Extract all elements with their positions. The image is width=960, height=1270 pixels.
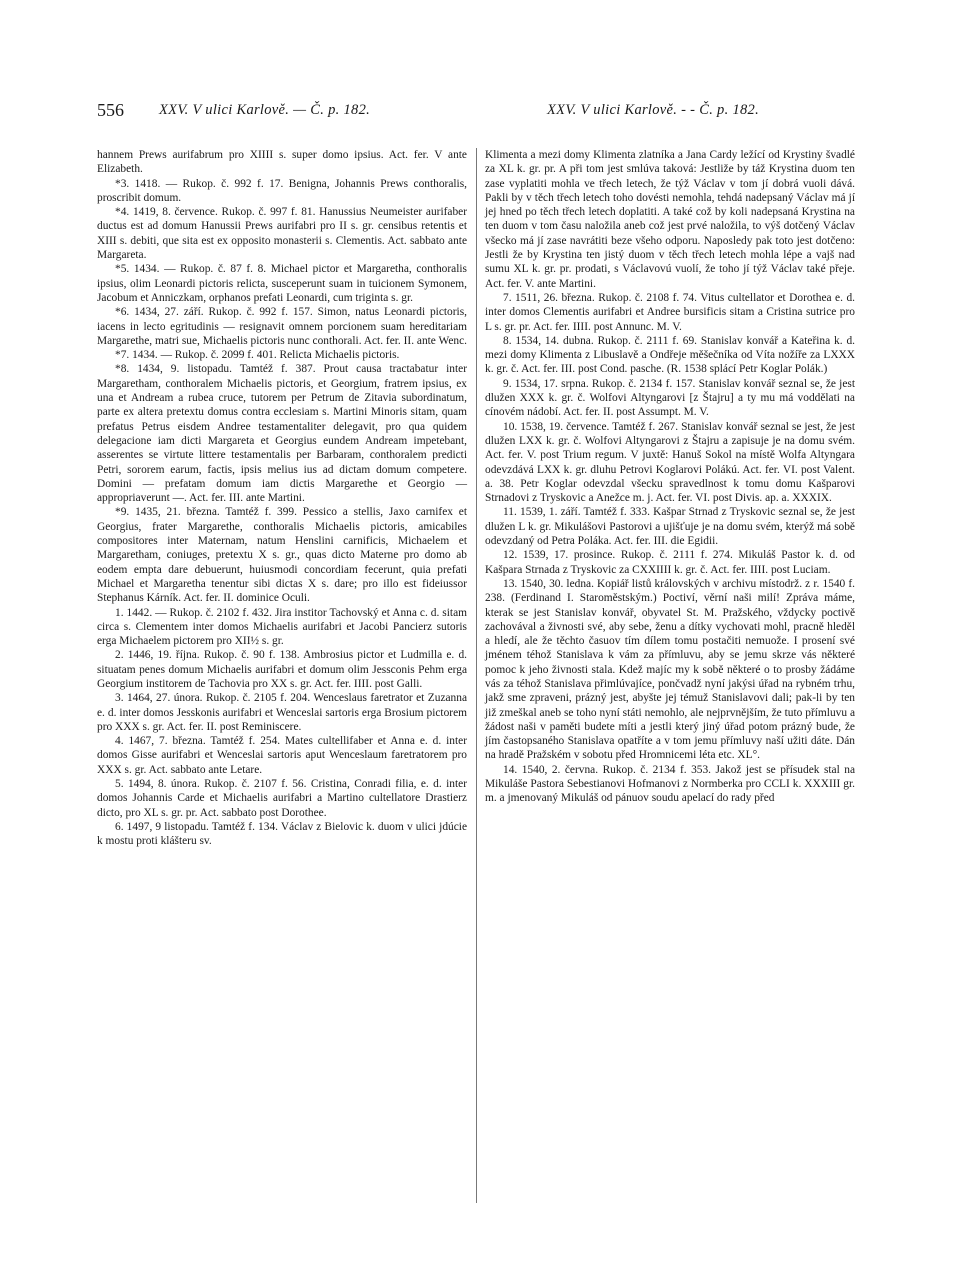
paragraph: 3. 1464, 27. února. Rukop. č. 2105 f. 204. Wenceslaus faretrator et Zuzanna e. d. inter domos Jesskonis aurifabri et Wenceslai sartoris erga Brosium pictorem pro XXX s. gr. Act. fer. II. post Reminiscere. — [97, 692, 467, 733]
paragraph: *8. 1434, 9. listopadu. Tamtéž f. 387. Prout causa tractabatur inter Margaretham, conthoralem Michaelis pictoris, et Georgium, fratrem ipsius, ex una et Andream a rubea cruce, tutorem per Petrum de Zitavia subordinatum, parte ex altera pretextu domus contra ecclesiam s. Martini Minoris sitam, quam prefatus Petrus eisdem Andree testamentaliter delegavit, pro qua quidem delegacione iam dicti Margareta et Georgius eundem Andream impetebant, asserentes se virtute littere testamentalis per Barbaram, conthoralem predicti Petri, sororem earum, factis, ipsis melius ius ad dictam domum competere. Domini — prefatam domum iam dictis Margarethe et Georgio — appropriaverunt —. Act. fer. III. ante Martini. — [97, 363, 467, 505]
page-header — [97, 100, 817, 124]
running-title-right: XXV. V ulici Karlově. - - Č. p. 182. — [547, 102, 760, 118]
paragraph: *4. 1419, 8. července. Rukop. č. 997 f. 81. Hanussius Neumeister aurifaber ductus est ad domum Hanussii Prews aurifabri pro II s. gr. censibus retentis et XIII s. debiti, que sita est ex opposito monasterii s. Clementis. Act. sabbato ante Margareta. — [97, 206, 467, 262]
paragraph: 11. 1539, 1. září. Tamtéž f. 333. Kašpar Strnad z Tryskovic seznal se, že jest dlužen L k. gr. Mikulášovi Pastorovi a ujišťuje je na domu svém, kterýž má sobě odevzdaný od Petra Poláka. Act. fer. III. die Egidii. — [485, 506, 855, 548]
paragraph: 5. 1494, 8. února. Rukop. č. 2107 f. 56. Cristina, Conradi filia, e. d. inter domos Johannis Carde et Michaelis aurifabri a Martino cultellatore Drastierz dicto, pro XL s. gr. pr. Act. sabbato post Dorothee. — [97, 778, 467, 819]
paragraph: hannem Prews aurifabrum pro XIIII s. super domo ipsius. Act. fer. V ante Elizabeth. — [97, 149, 467, 176]
paragraph: 8. 1534, 14. dubna. Rukop. č. 2111 f. 69. Stanislav konvář a Kateřina k. d. mezi domy Klimenta z Libuslavě a Ondřeje měšečníka od Víta nožíře za LXXX k. gr. č. Act. fer. III. post Cond. pasche. (R. 1538 splácí Petr Koglar Polák.) — [485, 334, 855, 376]
column-divider — [476, 148, 477, 1203]
paragraph: 10. 1538, 19. července. Tamtéž f. 267. Stanislav konvář seznal se jest, že jest dlužen LXX k. gr. č. Wolfovi Altyngarovi z Štajru a zapisuje je na domu svém. Act. fer. V. post Trium regum. V juxtě: Hanuš Sokol na místě Wolfa Altyngara odevzdává LXX k. gr. dluhu Petrovi Koglarovi Polákú. Act. fer. VI. post Valent. a. 38. Petr Koglar odevzdal všecku spravedlnost k tomu domu Kašparovi Strnadovi z Tryskovic a Anežce m. j. Act. fer. VI. post Divis. ap. a. XXXIX. — [485, 420, 855, 505]
left-column — [97, 148, 467, 849]
paragraph: Klimenta a mezi domy Klimenta zlatníka a Jana Cardy ležící od Krystiny švadlé za XL k. gr. pr. A při tom jest smlúva taková: Jestliže by táž Krystina duom ten zase vyplatiti mohla ve třech letech, že týž Václav v tom jí dobrá vuoli dává. Pakli by v těch třech letech toho dovésti nemohla, tehdá nadepsaný Václav má jí jej hned po těch třech letech doplatiti. A také což by koli nadepsaná Krystina na ten duom v tom času naložila aneb což jest prvé naložila, to výš dotčený Václav všecko má jí zase navrátiti beze všeho odporu. Naposledy pak toto jest dotčeno: Jestli že by Krystina ten jistý duom v těch třech letech mohla lépe a vajš nad sumu XL k. gr. pr. prodati, s Václavovú vuolí, že toho jí týž Václav také přeje. Act. fer. V. ante Martini. — [485, 149, 855, 290]
paragraph: 9. 1534, 17. srpna. Rukop. č. 2134 f. 157. Stanislav konvář seznal se, že jest dlužen XXX k. gr. č. Wolfovi Altyngarovi [z Štajru] a ty mu má voddělati na cínovém nádobí. Act. fer. II. post Assumpt. M. V. — [485, 377, 855, 419]
page-number: 556 — [97, 100, 124, 120]
paragraph: 7. 1511, 26. března. Rukop. č. 2108 f. 74. Vitus cultellator et Dorothea e. d. inter domos Clementis aurifabri et Andree bursificis sitam a Cristina sutrice pro L s. gr. pr. Act. fer. IIII. post Annunc. M. V. — [485, 291, 855, 333]
paragraph: *5. 1434. — Rukop. č. 87 f. 8. Michael pictor et Margaretha, conthoralis ipsius, olim Leonardi pictoris relicta, susceperunt suam in tuicionem Symonem, Jacobum et Anniczkam, orphanos prefati Leonardi, cum triginta s. gr. — [97, 263, 467, 304]
paragraph: *6. 1434, 27. září. Rukop. č. 992 f. 157. Simon, natus Leonardi pictoris, iacens in lecto egritudinis — resignavit omnem porcionem suam hereditariam Margarethe, matri sue, Michaelis pictoris nunc conthorali. Act. fer. II. ante Wenc. — [97, 306, 467, 347]
paragraph: 2. 1446, 19. října. Rukop. č. 90 f. 138. Ambrosius pictor et Ludmilla e. d. situatam penes domum Michaelis aurifabri et domum olim Jessconis Pehm erga Georgium institorem de Tachovia pro XX s. gr. Act. fer. IIII. post Galli. — [97, 649, 467, 690]
paragraph: *9. 1435, 21. března. Tamtéž f. 399. Pessico a stellis, Jaxo carnifex et Georgius, frater Margarethe, conthoralis Michaelis pictoris, amicabiles compositores inter Maternam, natum Henslini carnificis, Michaelem et Margaretham, coniuges, pretextu X s. gr., quas dicto Materne pro domo ab eodem empta dare debuerunt, huiusmodi concordiam fecerunt, quia prefati Michael et Margaretha tenentur sibi dictas X s. dare; pro illo est fideiussor Stephanus Kárník. Act. fer. II. dominice Oculi. — [97, 506, 467, 605]
paragraph: 13. 1540, 30. ledna. Kopiář listů královských v archivu místodrž. z r. 1540 f. 238. (Ferdinand I. Staroměstským.) Poctiví, věrní naši milí! Zpráva máme, kterak se jest Stanislav konvář, obyvatel St. M. Pražského, vždycky poctivě zachovával a živnosti své, aby sebe, ženu a dítky vychovati mohl, pracně hleděl a hledí, ale že těchto časuov tím dílem tomu postačiti nemuože. I prosení své jménem téhož Stanislava k vám za přímluvu, aby se jemu skrze vás některé pomoc k jeho živnosti stala. Kdež majíc my k sobě některé o to prosby žádáme vás za téhož Stanislava přimlúvajíce, pončvadž nyní jakýsi úřad na rybném trhu, jakž sme zpraveni, prázný jest, abyšte jej témuž Stanislavovi dali; pak-li by ten již zmeškal aneb se toho nyní státi nemohlo, ale nejprvnějším, že tuto přímluvu a žádost naši v paměti budete míti a jestli který jiný úřad potom prázný bude, že jím častopsaného Stanislava opatříte a v tom jemu přímluvy naší užiti dáte. Dán na hradě Pražském v sobotu před Hromnicemi léta etc. XL°. — [485, 577, 855, 762]
paragraph: 12. 1539, 17. prosince. Rukop. č. 2111 f. 274. Mikuláš Pastor k. d. od Kašpara Strnada z Tryskovic za CXXIIII k. gr. č. Act. fer. IIII. post Luciam. — [485, 549, 855, 576]
paragraph: *7. 1434. — Rukop. č. 2099 f. 401. Relicta Michaelis pictoris. — [115, 349, 400, 362]
paragraph: 14. 1540, 2. června. Rukop. č. 2134 f. 353. Jakož jest se přísudek stal na Mikuláše Pastora Sebestianovi Hofmanovi z Normberka pro CCLI k. XXXIII gr. m. a jmenovaný Mikuláš od pánuov soudu apelací do rady před — [485, 763, 855, 805]
right-column — [485, 148, 855, 806]
paragraph: 1. 1442. — Rukop. č. 2102 f. 432. Jira institor Tachovský et Anna c. d. sitam circa s. Clementem inter domos Michaelis aurifabri et Jacobi Pancierz sutoris erga Michaelem pictorem pro XII½ s. gr. — [97, 606, 467, 648]
paragraph: 4. 1467, 7. března. Tamtéž f. 254. Mates cultellifaber et Anna e. d. inter domos Gisse aurifabri et Wenceslai sartoris aput Wenceslaum faretratorem pro XXX s. gr. Act. sabbato ante Letare. — [97, 735, 467, 776]
paragraph: *3. 1418. — Rukop. č. 992 f. 17. Benigna, Johannis Prews conthoralis, proscribit domum. — [97, 177, 467, 204]
running-title-left: XXV. V ulici Karlově. — Č. p. 182. — [159, 102, 371, 118]
paragraph: 6. 1497, 9 listopadu. Tamtéž f. 134. Václav z Bielovic k. duom v ulici jdúcie k mostu proti klášteru sv. — [97, 820, 467, 848]
